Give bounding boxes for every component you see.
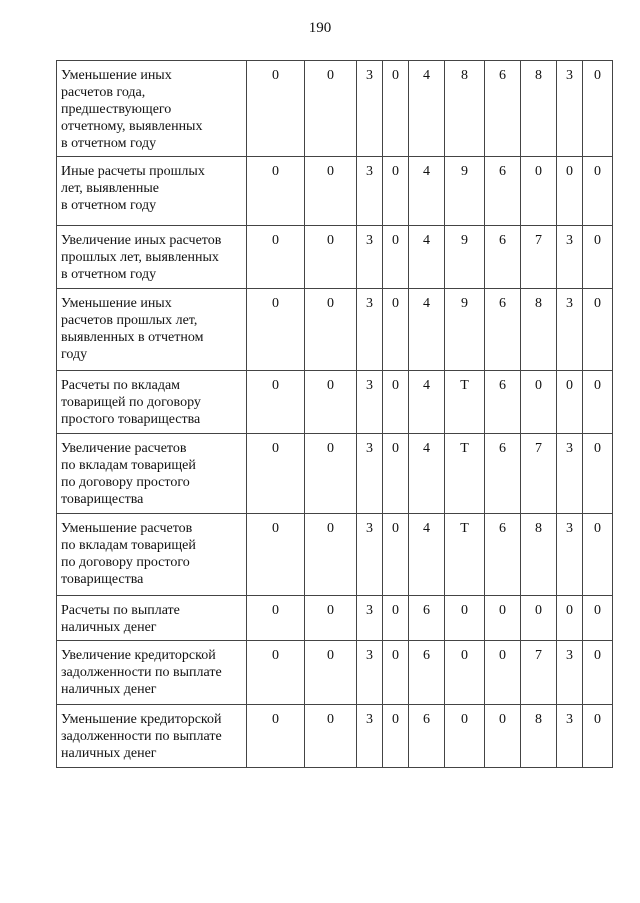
code-digit-cell: 4	[409, 226, 445, 289]
account-name-line: задолженности по выплате	[61, 665, 222, 680]
account-name-cell	[57, 705, 247, 768]
account-name-cell	[57, 596, 247, 641]
code-digit-cell: Т	[445, 371, 485, 434]
account-name-line: выявленных в отчетном	[61, 330, 204, 345]
code-digit-cell: 9	[445, 157, 485, 226]
code-digit-cell: 7	[521, 641, 557, 705]
table-row	[57, 434, 613, 514]
code-digit-cell: 6	[409, 705, 445, 768]
account-name-line: простого товарищества	[61, 412, 201, 427]
code-digit-cell: 0	[247, 371, 305, 434]
code-digit-cell: 3	[357, 157, 383, 226]
code-digit-cell: 4	[409, 514, 445, 596]
code-digit-cell: 6	[409, 596, 445, 641]
account-name-line: Иные расчеты прошлых	[61, 164, 205, 179]
account-name-line: в отчетном году	[61, 267, 157, 282]
code-digit-cell: Т	[445, 434, 485, 514]
account-name-line: отчетному, выявленных	[61, 119, 203, 134]
code-digit-cell: 3	[557, 434, 583, 514]
code-digit-cell: 4	[409, 157, 445, 226]
code-digit-cell: 0	[583, 514, 613, 596]
code-digit-cell: 3	[357, 61, 383, 157]
code-digit-cell: 0	[383, 157, 409, 226]
code-digit-cell: 0	[445, 596, 485, 641]
code-digit-cell: 0	[583, 61, 613, 157]
account-name-cell	[57, 434, 247, 514]
code-digit-cell: 3	[357, 596, 383, 641]
code-digit-cell: 0	[305, 596, 357, 641]
account-name-line: Уменьшение иных	[61, 68, 172, 83]
table-row	[57, 289, 613, 371]
code-digit-cell: 0	[557, 157, 583, 226]
code-digit-cell: 3	[557, 289, 583, 371]
account-name-line: по договору простого	[61, 475, 190, 490]
code-digit-cell: 0	[383, 596, 409, 641]
code-digit-cell: 0	[247, 596, 305, 641]
code-digit-cell: 0	[305, 289, 357, 371]
code-digit-cell: 6	[485, 434, 521, 514]
account-name-cell	[57, 157, 247, 226]
code-digit-cell: Т	[445, 514, 485, 596]
code-digit-cell: 6	[485, 226, 521, 289]
code-digit-cell: 8	[521, 705, 557, 768]
account-name-line: наличных денег	[61, 620, 157, 635]
code-digit-cell: 0	[305, 641, 357, 705]
code-digit-cell: 0	[383, 371, 409, 434]
account-name-line: по вкладам товарищей	[61, 458, 196, 473]
code-digit-cell: 9	[445, 226, 485, 289]
code-digit-cell: 8	[521, 61, 557, 157]
account-name-line: по вкладам товарищей	[61, 538, 196, 553]
account-name-line: наличных денег	[61, 746, 157, 761]
code-digit-cell: 4	[409, 289, 445, 371]
code-digit-cell: 0	[583, 641, 613, 705]
code-digit-cell: 7	[521, 226, 557, 289]
code-digit-cell: 3	[357, 641, 383, 705]
account-name-cell	[57, 514, 247, 596]
table-row	[57, 226, 613, 289]
code-digit-cell: 0	[305, 434, 357, 514]
table-row	[57, 514, 613, 596]
code-digit-cell: 0	[247, 61, 305, 157]
code-digit-cell: 8	[445, 61, 485, 157]
account-name-cell	[57, 641, 247, 705]
code-digit-cell: 7	[521, 434, 557, 514]
code-digit-cell: 0	[383, 226, 409, 289]
code-digit-cell: 3	[357, 371, 383, 434]
code-digit-cell: 0	[521, 157, 557, 226]
table-row	[57, 641, 613, 705]
code-digit-cell: 0	[583, 705, 613, 768]
code-digit-cell: 0	[485, 641, 521, 705]
account-name-line: по договору простого	[61, 555, 190, 570]
code-digit-cell: 0	[383, 641, 409, 705]
code-digit-cell: 0	[583, 226, 613, 289]
code-digit-cell: 0	[445, 705, 485, 768]
code-digit-cell: 6	[485, 61, 521, 157]
account-name-line: Расчеты по выплате	[61, 603, 180, 618]
accounts-table	[56, 60, 613, 768]
code-digit-cell: 3	[557, 641, 583, 705]
account-name-line: расчетов года,	[61, 85, 146, 100]
code-digit-cell: 0	[445, 641, 485, 705]
code-digit-cell: 0	[305, 705, 357, 768]
code-digit-cell: 0	[305, 226, 357, 289]
code-digit-cell: 6	[485, 157, 521, 226]
account-name-cell	[57, 61, 247, 157]
code-digit-cell: 0	[305, 514, 357, 596]
code-digit-cell: 0	[383, 705, 409, 768]
account-name-line: Увеличение иных расчетов	[61, 233, 222, 248]
code-digit-cell: 0	[247, 434, 305, 514]
account-name-line: товарищества	[61, 492, 144, 507]
account-name-cell	[57, 371, 247, 434]
code-digit-cell: 0	[583, 596, 613, 641]
code-digit-cell: 4	[409, 434, 445, 514]
account-name-line: Увеличение кредиторской	[61, 648, 216, 663]
table-row	[57, 596, 613, 641]
code-digit-cell: 8	[521, 514, 557, 596]
account-name-line: Уменьшение иных	[61, 296, 172, 311]
code-digit-cell: 0	[247, 514, 305, 596]
code-digit-cell: 9	[445, 289, 485, 371]
code-digit-cell: 0	[305, 371, 357, 434]
code-digit-cell: 6	[485, 371, 521, 434]
code-digit-cell: 4	[409, 371, 445, 434]
table-row	[57, 705, 613, 768]
code-digit-cell: 0	[247, 641, 305, 705]
code-digit-cell: 0	[557, 596, 583, 641]
account-name-line: задолженности по выплате	[61, 729, 222, 744]
code-digit-cell: 0	[583, 434, 613, 514]
code-digit-cell: 3	[357, 289, 383, 371]
code-digit-cell: 3	[557, 705, 583, 768]
code-digit-cell: 0	[521, 371, 557, 434]
code-digit-cell: 0	[247, 157, 305, 226]
table-row	[57, 371, 613, 434]
code-digit-cell: 3	[357, 226, 383, 289]
account-name-line: товарищей по договору	[61, 395, 201, 410]
code-digit-cell: 0	[521, 596, 557, 641]
account-name-cell	[57, 289, 247, 371]
page-number: 190	[308, 20, 332, 36]
account-name-line: лет, выявленные	[61, 181, 159, 196]
account-name-line: предшествующего	[61, 102, 172, 117]
account-name-line: наличных денег	[61, 682, 157, 697]
code-digit-cell: 0	[557, 371, 583, 434]
account-name-line: товарищества	[61, 572, 144, 587]
account-name-line: расчетов прошлых лет,	[61, 313, 198, 328]
account-name-line: в отчетном году	[61, 198, 157, 213]
account-name-cell	[57, 226, 247, 289]
code-digit-cell: 6	[485, 514, 521, 596]
code-digit-cell: 0	[247, 226, 305, 289]
code-digit-cell: 0	[383, 289, 409, 371]
table-row	[57, 157, 613, 226]
table-row	[57, 61, 613, 157]
code-digit-cell: 0	[305, 157, 357, 226]
account-name-line: в отчетном году	[61, 136, 157, 151]
code-digit-cell: 0	[583, 289, 613, 371]
code-digit-cell: 3	[357, 705, 383, 768]
code-digit-cell: 8	[521, 289, 557, 371]
code-digit-cell: 0	[583, 157, 613, 226]
account-name-line: прошлых лет, выявленных	[61, 250, 219, 265]
code-digit-cell: 0	[583, 371, 613, 434]
code-digit-cell: 0	[485, 596, 521, 641]
code-digit-cell: 0	[485, 705, 521, 768]
code-digit-cell: 6	[485, 289, 521, 371]
account-name-line: Уменьшение кредиторской	[61, 712, 222, 727]
account-name-line: Уменьшение расчетов	[61, 521, 193, 536]
code-digit-cell: 4	[409, 61, 445, 157]
code-digit-cell: 3	[357, 514, 383, 596]
code-digit-cell: 3	[557, 61, 583, 157]
account-name-line: Расчеты по вкладам	[61, 378, 181, 393]
account-name-line: Увеличение расчетов	[61, 441, 187, 456]
code-digit-cell: 3	[557, 226, 583, 289]
account-name-line: году	[61, 347, 88, 362]
code-digit-cell: 3	[357, 434, 383, 514]
code-digit-cell: 3	[557, 514, 583, 596]
code-digit-cell: 0	[305, 61, 357, 157]
code-digit-cell: 6	[409, 641, 445, 705]
code-digit-cell: 0	[383, 434, 409, 514]
code-digit-cell: 0	[247, 705, 305, 768]
code-digit-cell: 0	[247, 289, 305, 371]
code-digit-cell: 0	[383, 61, 409, 157]
code-digit-cell: 0	[383, 514, 409, 596]
table-body	[57, 61, 613, 768]
